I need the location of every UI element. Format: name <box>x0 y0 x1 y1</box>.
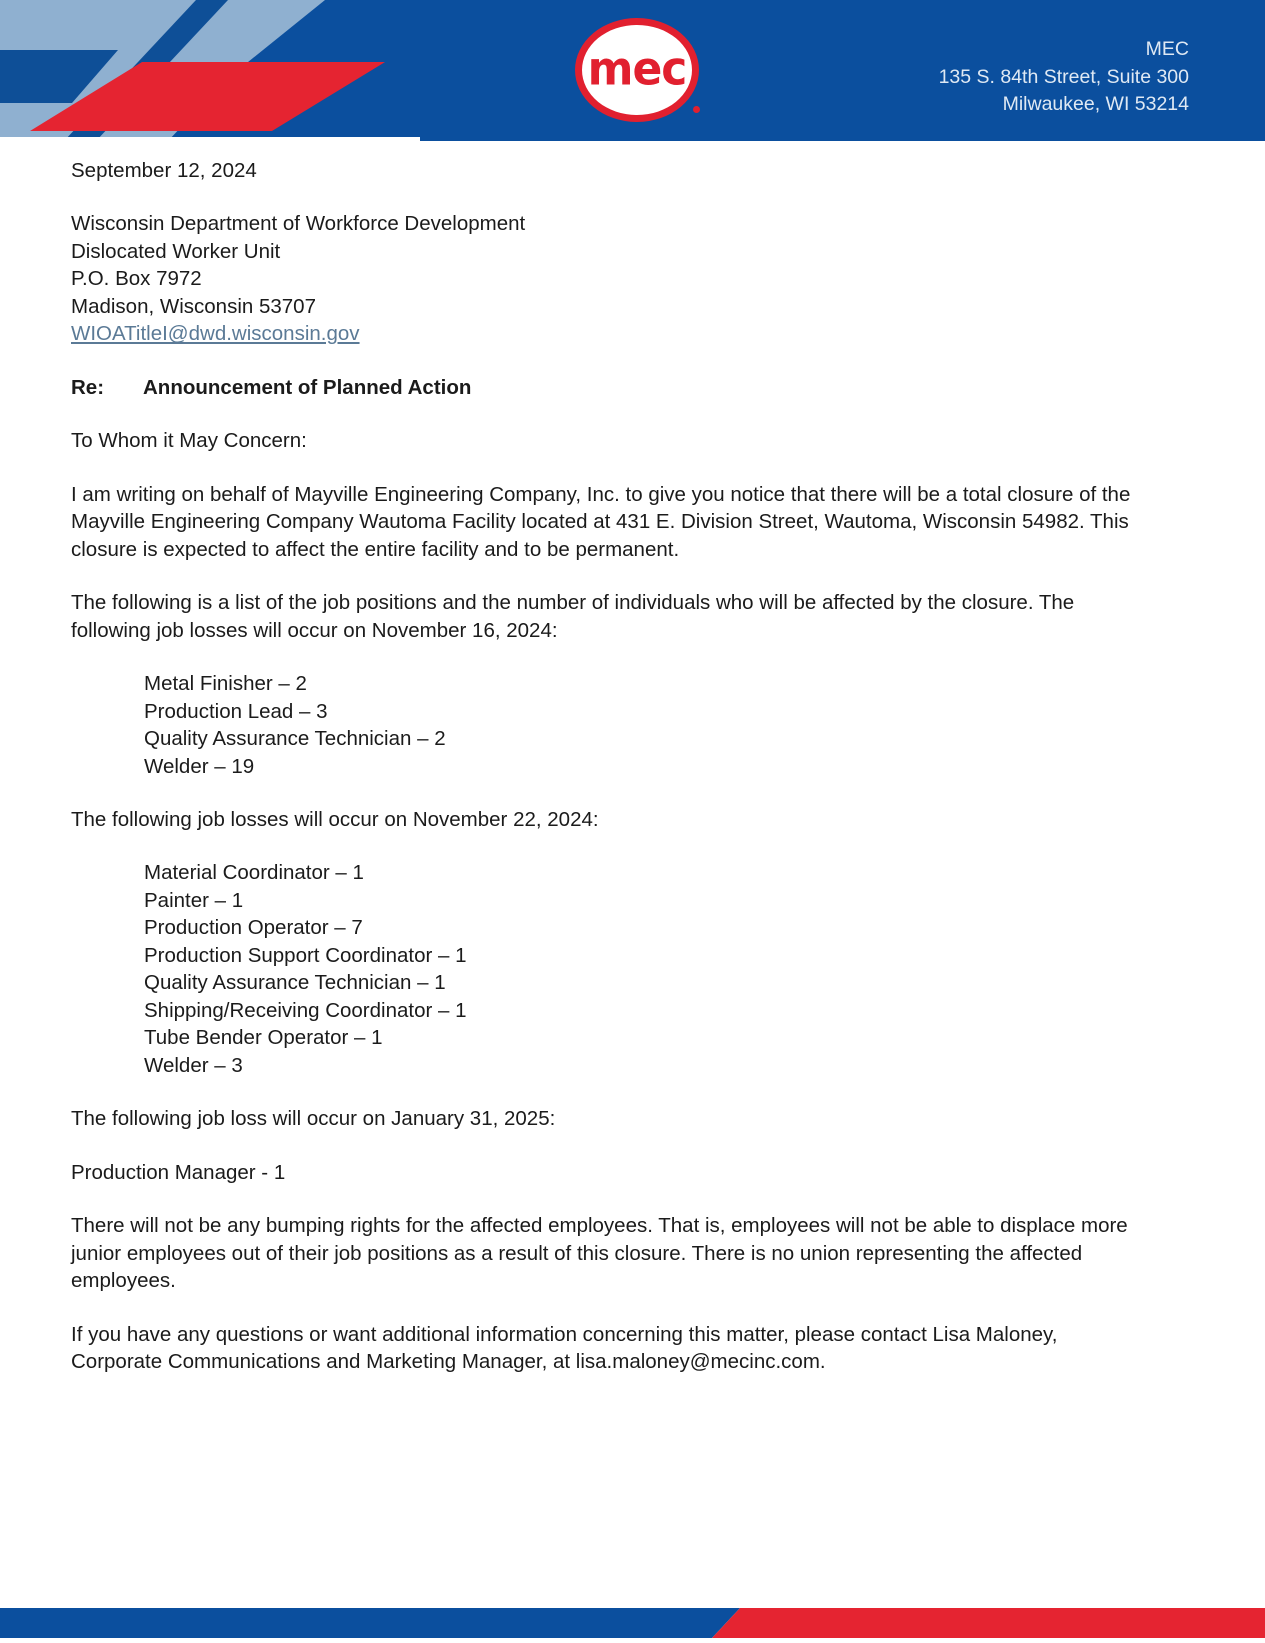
paragraph-november-22-intro: The following job losses will occur on November 22, 2024: <box>71 807 599 831</box>
job-list-item: Welder – 3 <box>144 1053 243 1077</box>
letterhead-address-block <box>939 36 1189 119</box>
paragraph-job-list-intro: The following is a list of the job positions and the number of individuals who will be affected by the closure. The following job losses will occur on November 16, 2024: <box>71 591 1075 642</box>
mec-logo-wordmark: mec <box>587 42 687 97</box>
letter-content <box>0 141 1265 1375</box>
job-list-item: Quality Assurance Technician – 1 <box>144 971 446 995</box>
job-list-item: Painter – 1 <box>144 888 244 912</box>
recipient-address-block <box>71 210 1149 347</box>
recipient-city-state-zip: Madison, Wisconsin 53707 <box>71 294 316 318</box>
mec-logo-registered-dot <box>693 106 700 113</box>
job-list-november-16 <box>71 670 1149 780</box>
job-list-item: Metal Finisher – 2 <box>144 672 307 696</box>
subject-label: Re: <box>71 375 105 399</box>
mec-logo-oval <box>575 18 699 122</box>
paragraph-closure-notice: I am writing on behalf of Mayville Engineering Company, Inc. to give you notice that there will be a total closure of the Mayville Engineering Company Wautoma Facility located at 431 E. Division Street, Wautoma, Wisconsin 54982. This closure is expected to affect the entire facility and to be permanent. <box>71 482 1131 561</box>
job-list-item: Welder – 19 <box>144 754 255 778</box>
job-list-january-31: Production Manager - 1 <box>71 1160 286 1184</box>
letterhead-company-name: MEC <box>1145 38 1189 60</box>
subject-text: Announcement of Planned Action <box>143 375 472 399</box>
job-list-item: Quality Assurance Technician – 2 <box>144 727 446 751</box>
job-list-item: Production Operator – 7 <box>144 916 363 940</box>
letterhead-street: 135 S. 84th Street, Suite 300 <box>938 65 1189 88</box>
letterhead-chevron-graphic <box>0 0 420 141</box>
subject-line <box>71 374 1149 401</box>
recipient-unit: Dislocated Worker Unit <box>71 239 281 263</box>
mec-logo <box>575 18 720 126</box>
paragraph-january-31-intro: The following job loss will occur on January 31, 2025: <box>71 1107 556 1131</box>
salutation: To Whom it May Concern: <box>71 429 307 453</box>
job-list-item: Material Coordinator – 1 <box>144 861 364 885</box>
footer-banner <box>0 1594 1265 1638</box>
recipient-po-box: P.O. Box 7972 <box>71 267 202 291</box>
letter-page <box>0 141 1265 1401</box>
job-list-november-22 <box>71 859 1149 1079</box>
job-list-item: Shipping/Receiving Coordinator – 1 <box>144 998 467 1022</box>
job-list-item: Tube Bender Operator – 1 <box>144 1026 383 1050</box>
recipient-agency: Wisconsin Department of Workforce Development <box>71 212 526 236</box>
paragraph-bumping-rights: There will not be any bumping rights for the affected employees. That is, employees will not be able to displace more junior employees out of their job positions as a result of this closure. There is no union representing the affected employees. <box>71 1214 1128 1293</box>
job-list-item: Production Lead – 3 <box>144 699 328 723</box>
recipient-email-link[interactable]: WIOATitleI@dwd.wisconsin.gov <box>71 322 360 346</box>
letter-date: September 12, 2024 <box>71 159 257 182</box>
letterhead-banner <box>0 0 1265 141</box>
paragraph-contact-info: If you have any questions or want additional information concerning this matter, please contact Lisa Maloney, Corporate Communications and Marketing Manager, at lisa.maloney@mecinc.com. <box>71 1322 1058 1373</box>
job-list-item: Production Support Coordinator – 1 <box>144 943 467 967</box>
letterhead-city-state-zip: Milwaukee, WI 53214 <box>1002 93 1189 116</box>
